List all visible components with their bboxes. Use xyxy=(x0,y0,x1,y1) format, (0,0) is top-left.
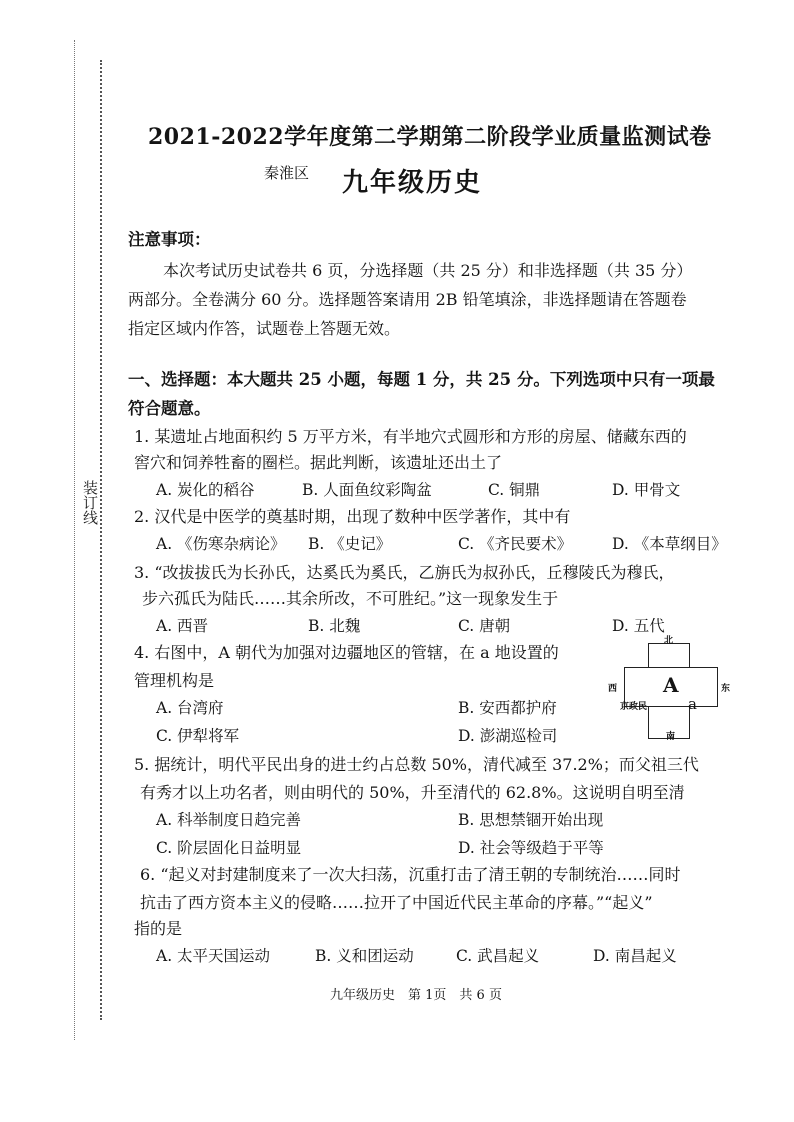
q5-option-c[interactable]: C. 阶层固化日益明显 xyxy=(156,839,302,857)
q6-option-b[interactable]: B. 义和团运动 xyxy=(315,947,414,965)
q4-option-d[interactable]: D. 澎湖巡检司 xyxy=(458,727,558,745)
q5-stem-line-1: 5. 据统计，明代平民出身的进士约占总数 50%，清代减至 37.2%；而父祖三代 xyxy=(134,755,699,774)
q2-stem: 2. 汉代是中医学的奠基时期，出现了数种中医学著作，其中有 xyxy=(134,507,571,526)
map-south-label: 南 xyxy=(666,732,676,742)
q4-option-b[interactable]: B. 安西都护府 xyxy=(458,699,557,717)
q1-option-d[interactable]: D. 甲骨文 xyxy=(612,481,681,499)
q1-option-c[interactable]: C. 铜鼎 xyxy=(488,481,541,499)
q3-option-b[interactable]: B. 北魏 xyxy=(308,617,361,635)
district-label: 秦淮区 xyxy=(264,164,310,182)
q1-option-b[interactable]: B. 人面鱼纹彩陶盆 xyxy=(302,481,432,499)
q1-stem-line-1: 1. 某遗址占地面积约 5 万平方米，有半地穴式圆形和方形的房屋、储藏东西的 xyxy=(134,427,687,446)
q1-stem-line-2: 窖穴和饲养牲畜的圈栏。据此判断，该遗址还出土了 xyxy=(134,453,503,472)
binding-line-label: 装订线 xyxy=(81,480,99,525)
q6-option-d[interactable]: D. 南昌起义 xyxy=(593,947,677,965)
notice-line-1: 本次考试历史试卷共 6 页，分选择题（共 25 分）和非选择题（共 35 分） xyxy=(163,261,693,280)
q4-option-a[interactable]: A. 台湾府 xyxy=(156,699,224,717)
q5-option-a[interactable]: A. 科举制度日趋完善 xyxy=(156,811,302,829)
page-footer: 九年级历史 第 1页 共 6 页 xyxy=(330,988,502,1003)
q2-option-d[interactable]: D. 《本草纲目》 xyxy=(612,535,727,553)
q5-stem-line-2: 有秀才以上功名者，则由明代的 50%，升至清代的 62.8%。这说明自明至清 xyxy=(140,783,685,802)
exam-title: 2021-2022学年度第二学期第二阶段学业质量监测试卷 xyxy=(148,124,712,150)
margin-dotted-line xyxy=(100,60,102,1020)
map-capital-label: 京政民 xyxy=(620,702,648,712)
margin-dotted-line-outer xyxy=(74,40,75,1040)
q3-stem-line-2: 步六孤氏为陆氏……其余所改，不可胜纪。”这一现象发生于 xyxy=(142,589,559,608)
section-heading-line-1: 一、选择题：本大题共 25 小题，每题 1 分，共 25 分。下列选项中只有一项最 xyxy=(128,370,715,389)
notice-line-2: 两部分。全卷满分 60 分。选择题答案请用 2B 铅笔填涂，非选择题请在答题卷 xyxy=(128,290,687,309)
q6-option-a[interactable]: A. 太平天国运动 xyxy=(156,947,271,965)
section-heading-line-2: 符合题意。 xyxy=(128,399,211,418)
q3-option-d[interactable]: D. 五代 xyxy=(612,617,665,635)
q3-option-c[interactable]: C. 唐朝 xyxy=(458,617,511,635)
q5-option-d[interactable]: D. 社会等级趋于平等 xyxy=(458,839,604,857)
notice-heading: 注意事项： xyxy=(128,230,211,249)
q4-option-c[interactable]: C. 伊犁将军 xyxy=(156,727,240,745)
q3-stem-line-1: 3. “改拔拔氏为长孙氏，达奚氏为奚氏，乙旃氏为叔孙氏，丘穆陵氏为穆氏， xyxy=(134,563,675,582)
map-label-a-region: a xyxy=(688,695,697,713)
q4-map-figure xyxy=(606,633,731,742)
q3-option-a[interactable]: A. 西晋 xyxy=(156,617,209,635)
q6-stem-line-1: 6. “起义对封建制度来了一次大扫荡，沉重打击了清王朝的专制统治……同时 xyxy=(140,865,681,884)
map-label-a-dynasty: A xyxy=(663,673,679,697)
q2-option-b[interactable]: B. 《史记》 xyxy=(308,535,392,553)
q6-stem-line-3: 指的是 xyxy=(134,919,183,938)
q1-option-a[interactable]: A. 炭化的稻谷 xyxy=(156,481,255,499)
map-west-label: 西 xyxy=(608,684,618,694)
q6-option-c[interactable]: C. 武昌起义 xyxy=(456,947,540,965)
q2-option-c[interactable]: C. 《齐民要术》 xyxy=(458,535,573,553)
subject-title: 九年级历史 xyxy=(342,168,483,198)
q5-option-b[interactable]: B. 思想禁锢开始出现 xyxy=(458,811,604,829)
q6-stem-line-2: 抗击了西方资本主义的侵略……拉开了中国近代民主革命的序幕。”“起义” xyxy=(140,893,653,912)
notice-line-3: 指定区域内作答，试题卷上答题无效。 xyxy=(128,319,401,338)
q2-option-a[interactable]: A. 《伤寒杂病论》 xyxy=(156,535,286,553)
map-east-label: 东 xyxy=(721,684,731,694)
q4-stem-line-1: 4. 右图中，A 朝代为加强对边疆地区的管辖，在 a 地设置的 xyxy=(134,643,559,662)
q4-stem-line-2: 管理机构是 xyxy=(134,671,215,690)
map-north-label: 北 xyxy=(664,636,674,646)
